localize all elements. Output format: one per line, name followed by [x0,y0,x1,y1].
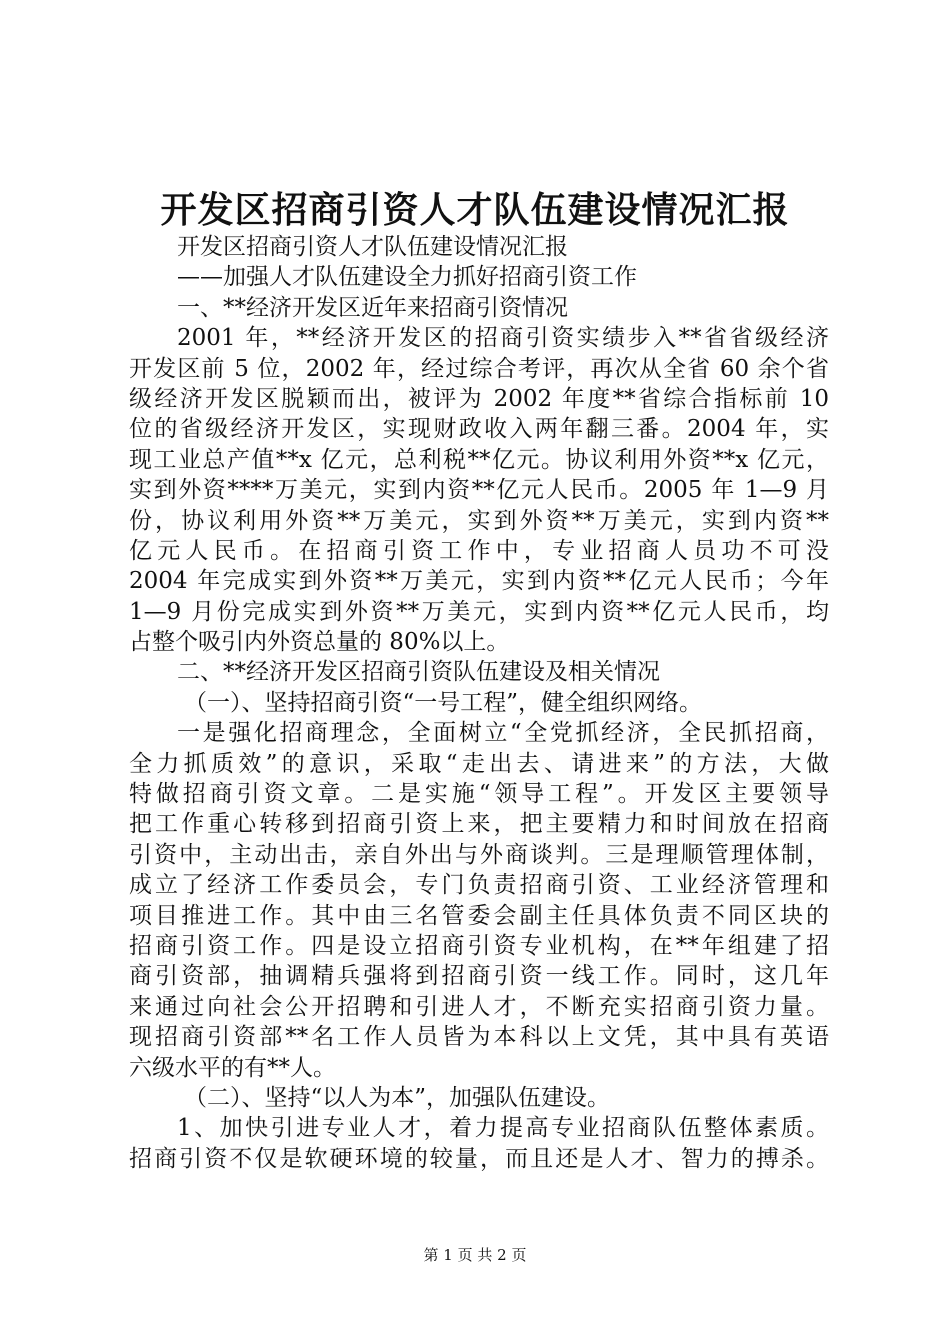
paragraph-line: 项目推进工作。其中由三名管委会副主任具体负责不同区块的 [129,902,829,929]
subsection-heading: （一）、坚持招商引资“一号工程”，健全组织网络。 [184,689,703,716]
paragraph-line: 份，协议利用外资**万美元，实到外资**万美元，实到内资** [129,507,829,534]
section-heading: 二、**经济开发区招商引资队伍建设及相关情况 [177,659,660,686]
paragraph-line: 招商引资工作。四是设立招商引资专业机构，在**年组建了招 [129,932,829,959]
paragraph-line: 级经济开发区脱颖而出，被评为 2002 年度**省综合指标前 10 [129,385,829,412]
subtitle-line: 开发区招商引资人才队伍建设情况汇报 [177,234,568,260]
paragraph-line: 一是强化招商理念，全面树立“全党抓经济，全民抓招商， [177,720,829,747]
paragraph-line: 特做招商引资文章。二是实施“领导工程”。开发区主要领导 [129,781,829,808]
paragraph-line: 2004 年完成实到外资**万美元，实到内资**亿元人民币；今年 [129,568,829,595]
paragraph-line: 六级水平的有**人。 [129,1054,336,1081]
paragraph-line: 商引资部，抽调精兵强将到招商引资一线工作。同时，这几年 [129,963,829,990]
paragraph-line: 现招商引资部**名工作人员皆为本科以上文凭，其中具有英语 [129,1024,829,1051]
paragraph-line: 1、加快引进专业人才，着力提高专业招商队伍整体素质。 [177,1115,829,1142]
paragraph-line: 全力抓质效”的意识，采取“走出去、请进来”的方法，大做 [129,750,829,777]
paragraph-line: 2001 年，**经济开发区的招商引资实绩步入**省省级经济 [177,325,829,352]
paragraph-line: 开发区前 5 位，2002 年，经过综合考评，再次从全省 60 余个省 [129,355,829,382]
subsection-heading: （二）、坚持“以人为本”，加强队伍建设。 [184,1084,611,1111]
paragraph-line: 实到外资****万美元，实到内资**亿元人民币。2005 年 1—9 月 [129,477,829,504]
paragraph-line: 1—9 月份完成实到外资**万美元，实到内资**亿元人民币，均 [129,598,829,625]
paragraph-line: 成立了经济工作委员会，专门负责招商引资、工业经济管理和 [129,872,829,899]
paragraph-line: 引资中，主动出击，亲自外出与外商谈判。三是理顺管理体制， [129,841,829,868]
paragraph-line: 把工作重心转移到招商引资上来，把主要精力和时间放在招商 [129,811,829,838]
document-title: 开发区招商引资人才队伍建设情况汇报 [160,189,790,231]
paragraph-line: 占整个吸引内外资总量的 80%以上。 [129,629,510,656]
paragraph-line: 来通过向社会公开招聘和引进人才，不断充实招商引资力量。 [129,993,829,1020]
paragraph-line: 亿元人民币。在招商引资工作中，专业招商人员功不可没 [129,537,829,564]
subtitle-line: ——加强人才队伍建设全力抓好招商引资工作 [177,264,637,291]
document-body [129,232,829,1174]
section-heading: 一、**经济开发区近年来招商引资情况 [177,294,568,321]
page-footer: 第 1 页 共 2 页 [423,1246,527,1264]
paragraph-line: 招商引资不仅是软硬环境的较量，而且还是人才、智力的搏杀。 [129,1145,829,1172]
paragraph-line: 位的省级经济开发区，实现财政收入两年翻三番。2004 年，实 [129,416,829,443]
paragraph-line: 现工业总产值**x 亿元，总利税**亿元。协议利用外资**x 亿元， [129,446,829,473]
